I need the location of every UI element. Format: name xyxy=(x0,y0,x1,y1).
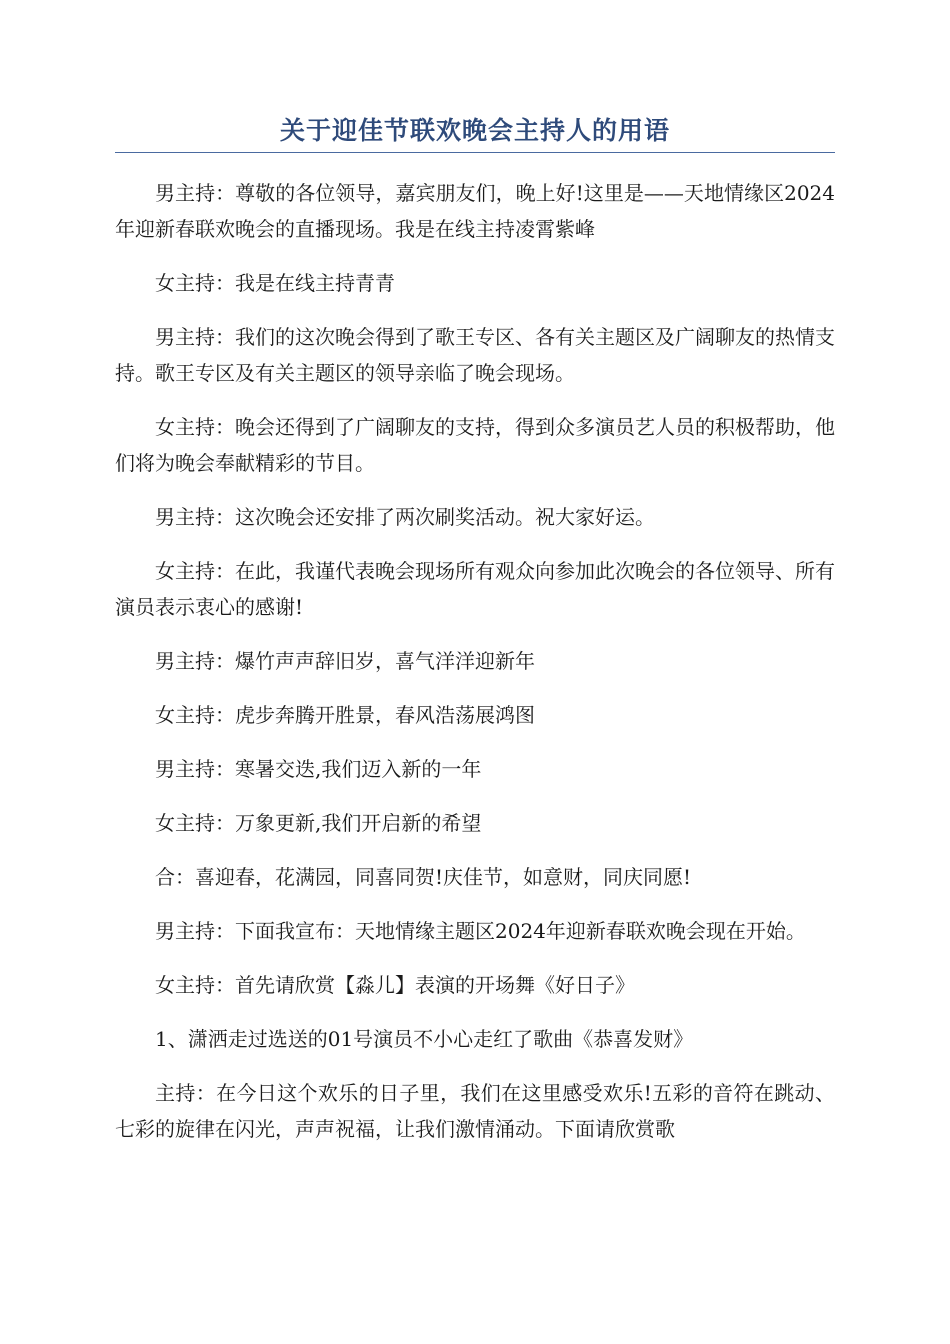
paragraph: 女主持：在此，我谨代表晚会现场所有观众向参加此次晚会的各位领导、所有演员表示衷心的感谢! xyxy=(115,559,835,619)
paragraph: 男主持：这次晚会还安排了两次刷奖活动。祝大家好运。 xyxy=(155,505,655,529)
paragraph: 1、潇洒走过选送的01号演员不小心走红了歌曲《恭喜发财》 xyxy=(155,1027,694,1051)
paragraph: 男主持：寒暑交迭,我们迈入新的一年 xyxy=(155,757,482,781)
paragraph: 女主持：虎步奔腾开胜景，春风浩荡展鸿图 xyxy=(155,703,535,727)
paragraph: 男主持：下面我宣布：天地情缘主题区2024年迎新春联欢晚会现在开始。 xyxy=(155,919,806,943)
paragraph: 主持：在今日这个欢乐的日子里，我们在这里感受欢乐!五彩的音符在跳动、七彩的旋律在闪光，声声祝福，让我们激情涌动。下面请欣赏歌 xyxy=(115,1081,835,1141)
paragraph: 女主持：我是在线主持青青 xyxy=(155,271,395,295)
paragraph: 女主持：万象更新,我们开启新的希望 xyxy=(155,811,482,835)
paragraph: 男主持：我们的这次晚会得到了歌王专区、各有关主题区及广阔聊友的热情支持。歌王专区及有关主题区的领导亲临了晚会现场。 xyxy=(115,325,835,385)
document-page xyxy=(115,112,835,1165)
paragraph: 男主持：爆竹声声辞旧岁，喜气洋洋迎新年 xyxy=(155,649,535,673)
paragraph: 女主持：首先请欣赏【淼儿】表演的开场舞《好日子》 xyxy=(155,973,635,997)
paragraph: 合：喜迎春，花满园，同喜同贺!庆佳节，如意财，同庆同愿! xyxy=(155,865,692,889)
paragraph: 女主持：晚会还得到了广阔聊友的支持，得到众多演员艺人员的积极帮助，他们将为晚会奉献精彩的节目。 xyxy=(115,415,835,475)
document-title: 关于迎佳节联欢晚会主持人的用语 xyxy=(115,112,835,153)
paragraph: 男主持：尊敬的各位领导，嘉宾朋友们，晚上好!这里是——天地情缘区2024年迎新春联欢晚会的直播现场。我是在线主持凌霄紫峰 xyxy=(115,181,835,241)
